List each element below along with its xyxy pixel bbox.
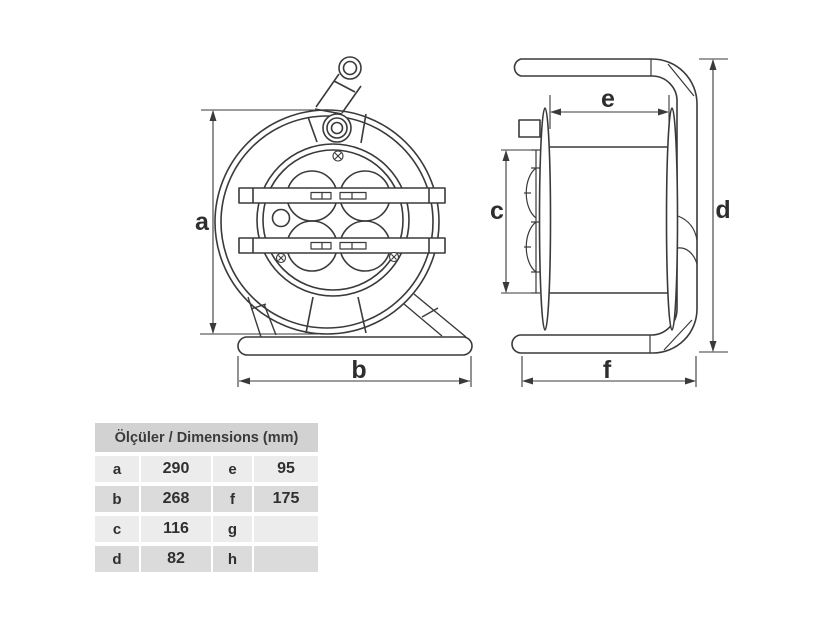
dim-label-a: a <box>195 208 209 236</box>
crank-knob <box>339 57 361 79</box>
cover-bar-lower <box>239 238 445 253</box>
dim-key: g <box>213 516 252 542</box>
socket-housing-side <box>524 150 540 293</box>
crank-arm <box>315 57 361 114</box>
table-row <box>95 516 318 542</box>
dimension-c <box>501 150 536 293</box>
dim-label-d: d <box>715 196 731 224</box>
screw-top <box>333 151 343 161</box>
table-row <box>95 546 318 572</box>
dim-key: f <box>213 486 252 512</box>
cover-bar-upper <box>239 188 445 203</box>
dim-value: 175 <box>254 486 318 512</box>
pilot-hole <box>273 210 290 227</box>
dim-label-c: c <box>490 197 504 225</box>
stand-base <box>238 337 472 355</box>
dim-key: b <box>95 486 139 512</box>
table-row <box>95 456 318 482</box>
stand-strut-left <box>248 297 276 337</box>
dimensions-table-header: Ölçüler / Dimensions (mm) <box>95 423 318 452</box>
crank-plate-left-edge <box>308 117 317 142</box>
stand-strut-right <box>404 294 466 337</box>
dimensions-table <box>95 423 318 576</box>
side-view <box>490 59 731 387</box>
crank-hub <box>323 114 351 142</box>
face-outer-ring <box>257 144 409 296</box>
dimension-a <box>200 110 318 334</box>
dim-value: 268 <box>141 486 211 512</box>
screw-left <box>277 254 286 263</box>
dim-value: 95 <box>254 456 318 482</box>
face-inner-ring <box>263 150 403 290</box>
dim-key: d <box>95 546 139 572</box>
dim-value <box>254 546 318 572</box>
crank-knob-side <box>519 120 540 137</box>
dim-label-f: f <box>602 356 612 384</box>
dim-value: 82 <box>141 546 211 572</box>
front-view <box>195 57 472 387</box>
flange-right <box>667 108 678 330</box>
dim-label-e: e <box>601 85 615 113</box>
dim-value: 290 <box>141 456 211 482</box>
flange-left <box>540 108 551 330</box>
dim-value: 116 <box>141 516 211 542</box>
screw-right <box>390 253 399 262</box>
dim-key: c <box>95 516 139 542</box>
dim-value <box>254 516 318 542</box>
dim-key: a <box>95 456 139 482</box>
dim-label-b: b <box>351 356 367 384</box>
dim-key: e <box>213 456 252 482</box>
dim-key: h <box>213 546 252 572</box>
crank-plate-right-edge <box>361 114 366 143</box>
table-row <box>95 486 318 512</box>
